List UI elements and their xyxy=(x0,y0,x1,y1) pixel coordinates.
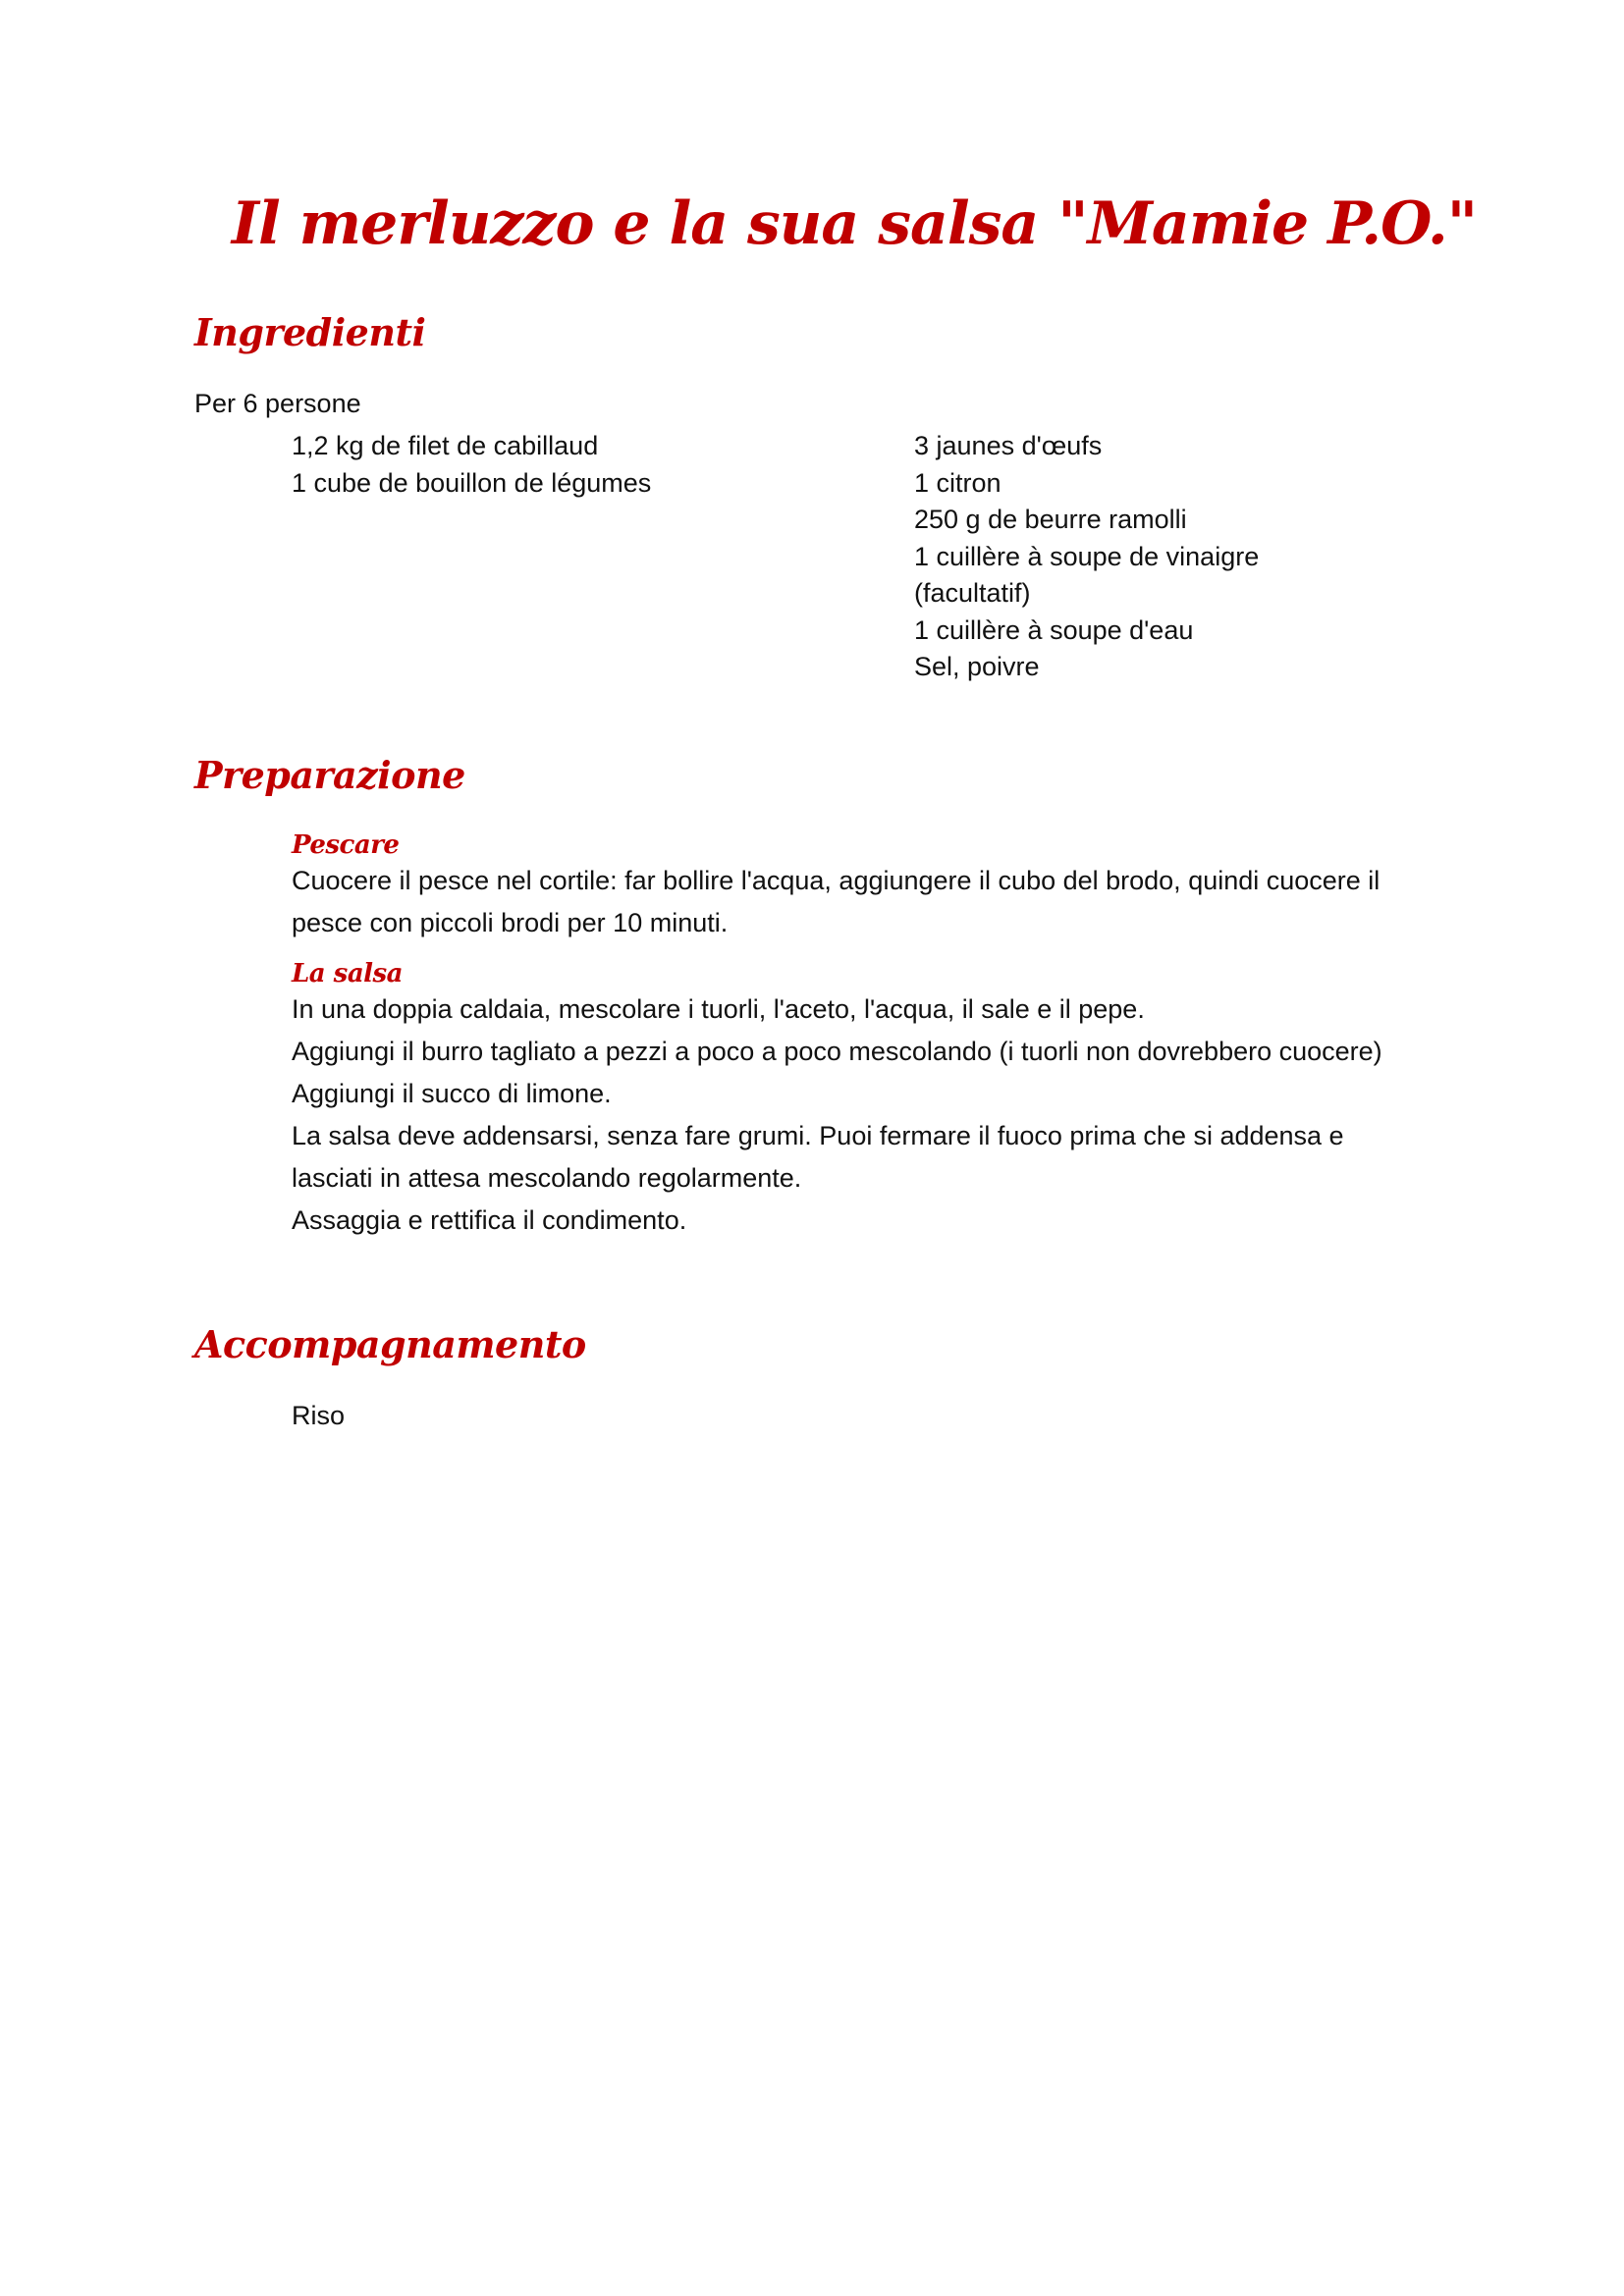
servings-text: Per 6 persone xyxy=(194,389,361,418)
ingredient-item: 3 jaunes d'œufs xyxy=(914,431,1103,460)
step-subtitle: La salsa xyxy=(292,959,404,988)
ingredient-item: 1,2 kg de filet de cabillaud xyxy=(292,431,599,460)
step-subtitle: Pescare xyxy=(292,830,400,860)
step-text: Assaggia e rettifica il condimento. xyxy=(292,1204,687,1235)
preparation-heading: Preparazione xyxy=(194,753,465,797)
step-sauce xyxy=(292,960,1431,1242)
step-text: Aggiungi il succo di limone. xyxy=(292,1078,612,1108)
step-text: In una doppia caldaia, mescolare i tuorli, l'aceto, l'acqua, il sale e il pepe. xyxy=(292,993,1145,1024)
step-fish xyxy=(292,831,1431,944)
ingredient-item: (facultatif) xyxy=(914,578,1031,608)
ingredient-item: 1 cube de bouillon de légumes xyxy=(292,467,652,498)
ingredients-list-left xyxy=(292,428,841,502)
ingredient-item: Sel, poivre xyxy=(914,652,1040,681)
ingredient-item: 250 g de beurre ramolli xyxy=(914,505,1187,534)
accompaniment-heading: Accompagnamento xyxy=(194,1322,586,1366)
step-text: Aggiungi il burro tagliato a pezzi a poco a poco mescolando (i tuorli non dovrebbero cuocere) xyxy=(292,1036,1382,1066)
ingredient-item: 1 cuillère à soupe de vinaigre xyxy=(914,541,1260,571)
recipe-title: Il merluzzo e la sua salsa "Mamie P.O." xyxy=(231,189,1478,258)
ingredient-item: 1 cuillère à soupe d'eau xyxy=(914,614,1194,645)
ingredients-heading: Ingredienti xyxy=(194,310,426,354)
accompaniment-text: Riso xyxy=(292,1401,346,1430)
step-text: Cuocere il pesce nel cortile: far bollire l'acqua, aggiungere il cubo del brodo, quindi cuocere il pesce con piccoli brodi per 10 minuti. xyxy=(292,865,1380,937)
ingredient-item: 1 citron xyxy=(914,467,1001,498)
ingredients-list-right xyxy=(914,428,1346,686)
step-text: La salsa deve addensarsi, senza fare grumi. Puoi fermare il fuoco prima che si addensa e lasciati in attesa mescolando regolarmente. xyxy=(292,1120,1344,1193)
